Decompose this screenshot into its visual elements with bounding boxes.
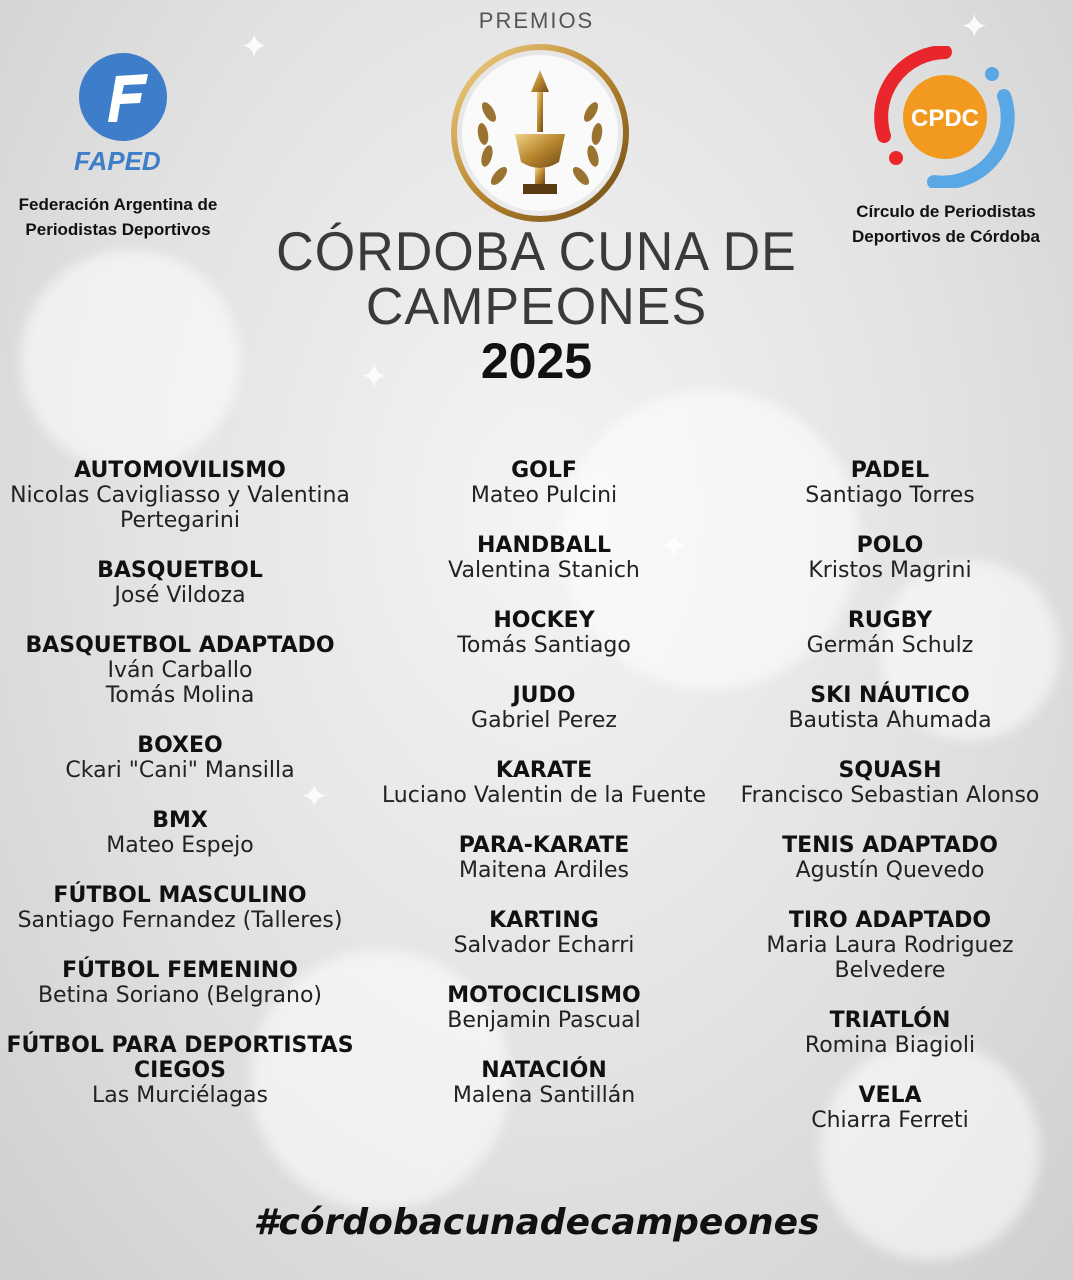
sport-name: FÚTBOL PARA DEPORTISTAS <box>6 1033 354 1058</box>
sport-name: TENIS ADAPTADO <box>782 833 998 858</box>
sport-name: HOCKEY <box>493 608 595 633</box>
category-item <box>364 683 724 733</box>
winner-name: Kristos Magrini <box>808 558 972 583</box>
sport-name: POLO <box>856 533 924 558</box>
winner-name: Nicolas Cavigliasso y Valentina <box>10 483 350 508</box>
winner-name: Mateo Espejo <box>106 833 254 858</box>
category-item <box>710 758 1070 808</box>
winner-name: Agustín Quevedo <box>795 858 985 883</box>
category-item <box>0 958 360 1008</box>
star-decoration: ✦ <box>360 357 389 397</box>
faped-emblem-icon <box>78 52 168 142</box>
category-item <box>364 983 724 1033</box>
winner-name: Iván Carballo <box>107 658 253 683</box>
winner-name: Romina Biagioli <box>804 1033 976 1058</box>
sport-name: JUDO <box>512 683 576 708</box>
winner-name: Santiago Torres <box>805 483 975 508</box>
cpdc-name-line1: Círculo de Periodistas <box>856 202 1036 221</box>
category-item <box>710 533 1070 583</box>
category-item <box>364 533 724 583</box>
premios-label: PREMIOS <box>478 8 595 33</box>
sport-name: PADEL <box>850 458 930 483</box>
sport-name: FÚTBOL MASCULINO <box>53 883 307 908</box>
event-title-line2: CAMPEONES <box>365 278 708 336</box>
winner-name: Francisco Sebastian Alonso <box>740 783 1040 808</box>
winner-name: Tomás Molina <box>105 683 255 708</box>
cpdc-emblem-icon <box>874 46 1016 188</box>
sport-name: SKI NÁUTICO <box>810 683 970 708</box>
winner-name: Maitena Ardiles <box>458 858 630 883</box>
winner-name: José Vildoza <box>114 583 246 608</box>
winner-name: Maria Laura Rodriguez <box>766 933 1014 958</box>
cpdc-full-name <box>838 199 1054 249</box>
sport-name: MOTOCICLISMO <box>447 983 641 1008</box>
category-item <box>364 458 724 508</box>
star-decoration: ✦ <box>300 777 329 817</box>
winner-name: Tomás Santiago <box>457 633 631 658</box>
winner-name: Gabriel Perez <box>471 708 617 733</box>
category-item <box>0 1033 360 1108</box>
winner-name: Pertegarini <box>120 508 240 533</box>
winner-name: Malena Santillán <box>452 1083 636 1108</box>
sport-name: GOLF <box>511 458 577 483</box>
trophy-logo <box>449 42 631 224</box>
category-item <box>0 458 360 533</box>
star-decoration: ✦ <box>960 7 989 47</box>
sport-name: NATACIÓN <box>481 1058 607 1083</box>
winner-name: Belvedere <box>834 958 946 983</box>
category-item <box>0 558 360 608</box>
sport-name: VELA <box>858 1083 922 1108</box>
faped-logo-text: FAPED <box>74 146 161 176</box>
winner-name: Mateo Pulcini <box>470 483 618 508</box>
category-item <box>710 1008 1070 1058</box>
category-item <box>710 908 1070 983</box>
category-item <box>364 608 724 658</box>
winner-name: Germán Schulz <box>806 633 974 658</box>
sport-name-continued: CIEGOS <box>134 1058 226 1083</box>
sport-name: HANDBALL <box>477 533 611 558</box>
sport-name: TRIATLÓN <box>829 1008 951 1033</box>
sport-name: BOXEO <box>137 733 223 758</box>
cpdc-logo-text: CPDC <box>910 105 980 132</box>
sport-name: KARTING <box>489 908 599 933</box>
category-item <box>710 683 1070 733</box>
category-item <box>364 833 724 883</box>
sport-name: TIRO ADAPTADO <box>788 908 992 933</box>
sport-name: PARA-KARATE <box>458 833 630 858</box>
sport-name: KARATE <box>495 758 593 783</box>
event-year: 2025 <box>480 333 593 389</box>
star-decoration: ✦ <box>660 527 689 567</box>
cpdc-logo <box>874 46 1016 188</box>
category-column-1 <box>0 458 360 1133</box>
category-item <box>0 808 360 858</box>
winner-name: Bautista Ahumada <box>788 708 992 733</box>
winner-name: Santiago Fernandez (Talleres) <box>17 908 343 933</box>
winner-name: Betina Soriano (Belgrano) <box>37 983 323 1008</box>
category-item <box>0 733 360 783</box>
category-item <box>710 608 1070 658</box>
winner-name: Ckari "Cani" Mansilla <box>65 758 295 783</box>
faped-name-line2: Periodistas Deportivos <box>25 220 211 239</box>
faped-full-name <box>0 192 236 242</box>
category-item <box>710 1083 1070 1133</box>
faped-name-line1: Federación Argentina de <box>18 195 218 214</box>
winner-name: Valentina Stanich <box>448 558 640 583</box>
winner-name: Benjamin Pascual <box>447 1008 641 1033</box>
sport-name: SQUASH <box>838 758 942 783</box>
category-item <box>364 908 724 958</box>
cpdc-name-line2: Deportivos de Córdoba <box>852 227 1040 246</box>
trophy-icon <box>449 42 631 224</box>
category-item <box>710 458 1070 508</box>
sport-name: AUTOMOVILISMO <box>74 458 286 483</box>
sport-name: BASQUETBOL ADAPTADO <box>25 633 335 658</box>
star-decoration: ✦ <box>240 27 269 67</box>
winner-name: Salvador Echarri <box>453 933 635 958</box>
winner-name: Chiarra Ferreti <box>811 1108 969 1133</box>
category-item <box>710 833 1070 883</box>
event-title-line1: CÓRDOBA CUNA DE <box>276 221 797 283</box>
faped-logo <box>78 52 168 142</box>
sport-name: BMX <box>152 808 208 833</box>
category-column-2 <box>364 458 724 1133</box>
sport-name: RUGBY <box>847 608 933 633</box>
category-item <box>0 633 360 708</box>
category-item <box>364 758 724 808</box>
winner-name: Luciano Valentin de la Fuente <box>381 783 707 808</box>
category-item <box>0 883 360 933</box>
sport-name: FÚTBOL FEMENINO <box>62 958 298 983</box>
category-column-3 <box>710 458 1070 1158</box>
hashtag: #córdobacunadecampeones <box>253 1202 820 1243</box>
category-item <box>364 1058 724 1108</box>
sport-name: BASQUETBOL <box>97 558 263 583</box>
winner-name: Las Murciélagas <box>92 1083 268 1108</box>
